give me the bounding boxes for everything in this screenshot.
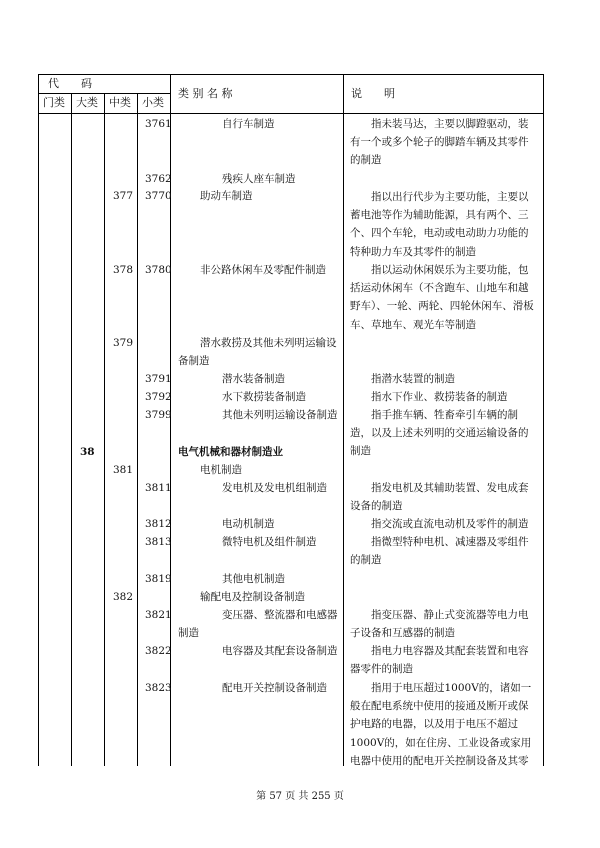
col-line-men <box>71 93 72 766</box>
category-description: 指交流或直流电动机及零件的制造 <box>371 518 529 530</box>
category-name: 潜水装备制造 <box>222 373 285 385</box>
code-zhong: 377 <box>113 190 134 202</box>
category-name: 自行车制造 <box>222 118 275 130</box>
code-xiao: 3821 <box>145 609 172 621</box>
page-number: 第 57 页 共 255 页 <box>256 791 344 802</box>
code-xiao: 3822 <box>145 645 172 657</box>
col-line-zhong <box>137 93 138 766</box>
category-description: 指以运动休闲娱乐为主要功能，包括运动休闲车（不含跑车、山地车和越野车）、一轮、两轮、四轮休闲车、滑板车、草地车、观光车等制造 <box>350 264 534 331</box>
header-name: 类 别 名 称 <box>178 87 233 100</box>
code-zhong: 382 <box>113 591 134 603</box>
header-da: 大类 <box>76 96 98 109</box>
category-name: 残疾人座车制造 <box>222 173 296 185</box>
col-line-left <box>38 74 39 766</box>
header-men: 门类 <box>43 96 65 109</box>
category-name: 其他未列明运输设备制造 <box>222 409 338 421</box>
code-xiao: 3813 <box>145 536 172 548</box>
category-name: 发电机及发电机组制造 <box>222 482 327 494</box>
code-zhong: 378 <box>113 264 134 276</box>
code-xiao: 3823 <box>145 682 172 694</box>
code-zhong: 381 <box>113 464 134 476</box>
category-description: 指微型特种电机、减速器及零组件的制造 <box>350 536 529 567</box>
category-name: 电气机械和器材制造业 <box>178 446 283 458</box>
category-name: 其他电机制造 <box>222 573 285 585</box>
category-name: 助动车制造 <box>200 190 253 202</box>
category-name: 配电开关控制设备制造 <box>222 682 327 694</box>
category-description: 指电力电容器及其配套装置和电容器零件的制造 <box>350 645 529 676</box>
category-description: 指潜水装置的制造 <box>371 373 455 385</box>
header-code: 代 码 <box>48 77 92 90</box>
header-xiao: 小类 <box>142 96 164 109</box>
category-description: 指水下作业、救捞装备的制造 <box>371 391 508 403</box>
col-line-right <box>543 74 544 766</box>
code-zhong: 379 <box>113 337 134 349</box>
code-da: 38 <box>80 446 95 458</box>
code-xiao: 3762 <box>145 173 172 185</box>
table-header-bottom-border <box>38 113 544 114</box>
category-name: 非公路休闲车及零配件制造 <box>200 264 326 276</box>
category-name: 输配电及控制设备制造 <box>200 591 305 603</box>
category-description: 指变压器、静止式变流器等电力电子设备和互感器的制造 <box>350 609 529 640</box>
category-description: 指未装马达，主要以脚蹬驱动，装有一个或多个轮子的脚踏车辆及其零件的制造 <box>350 118 529 167</box>
code-xiao: 3811 <box>145 482 172 494</box>
code-xiao: 3812 <box>145 518 172 530</box>
category-name: 电动机制造 <box>222 518 275 530</box>
col-line-da <box>104 93 105 766</box>
table-top-border <box>38 74 544 75</box>
category-description: 指用于电压超过1000V的，诸如一般在配电系统中使用的接通及断开或保护电路的电器，以及用于电压不超过1000V的，如在住房、工业设备或家用电器中使用的配电开关控制设备及其零 <box>350 682 532 767</box>
col-line-name <box>343 74 344 766</box>
category-name: 潜水救捞及其他未列明运输设备制造 <box>178 337 337 368</box>
category-name: 水下救捞装备制造 <box>222 391 306 403</box>
code-xiao: 3819 <box>145 573 172 585</box>
category-name: 变压器、整流器和电感器制造 <box>178 609 338 640</box>
code-xiao: 3799 <box>145 409 172 421</box>
header-desc: 说 明 <box>351 87 395 100</box>
category-description: 指发电机及其辅助装置、发电成套设备的制造 <box>350 482 529 513</box>
category-name: 电容器及其配套设备制造 <box>222 645 338 657</box>
code-xiao: 3791 <box>145 373 172 385</box>
code-xiao: 3780 <box>145 264 172 276</box>
code-xiao: 3792 <box>145 391 172 403</box>
category-name: 电机制造 <box>200 464 242 476</box>
code-xiao: 3770 <box>145 190 172 202</box>
header-zhong: 中类 <box>109 96 131 109</box>
category-description: 指以出行代步为主要功能，主要以蓄电池等作为辅助能源，具有两个、三个、四个车轮，电动或电动助力功能的特种助力车及其零件的制造 <box>350 191 529 258</box>
category-description: 指手推车辆、牲畜牵引车辆的制造，以及上述未列明的交通运输设备的制造 <box>350 409 529 458</box>
code-xiao: 3761 <box>145 118 172 130</box>
category-name: 微特电机及组件制造 <box>222 536 317 548</box>
